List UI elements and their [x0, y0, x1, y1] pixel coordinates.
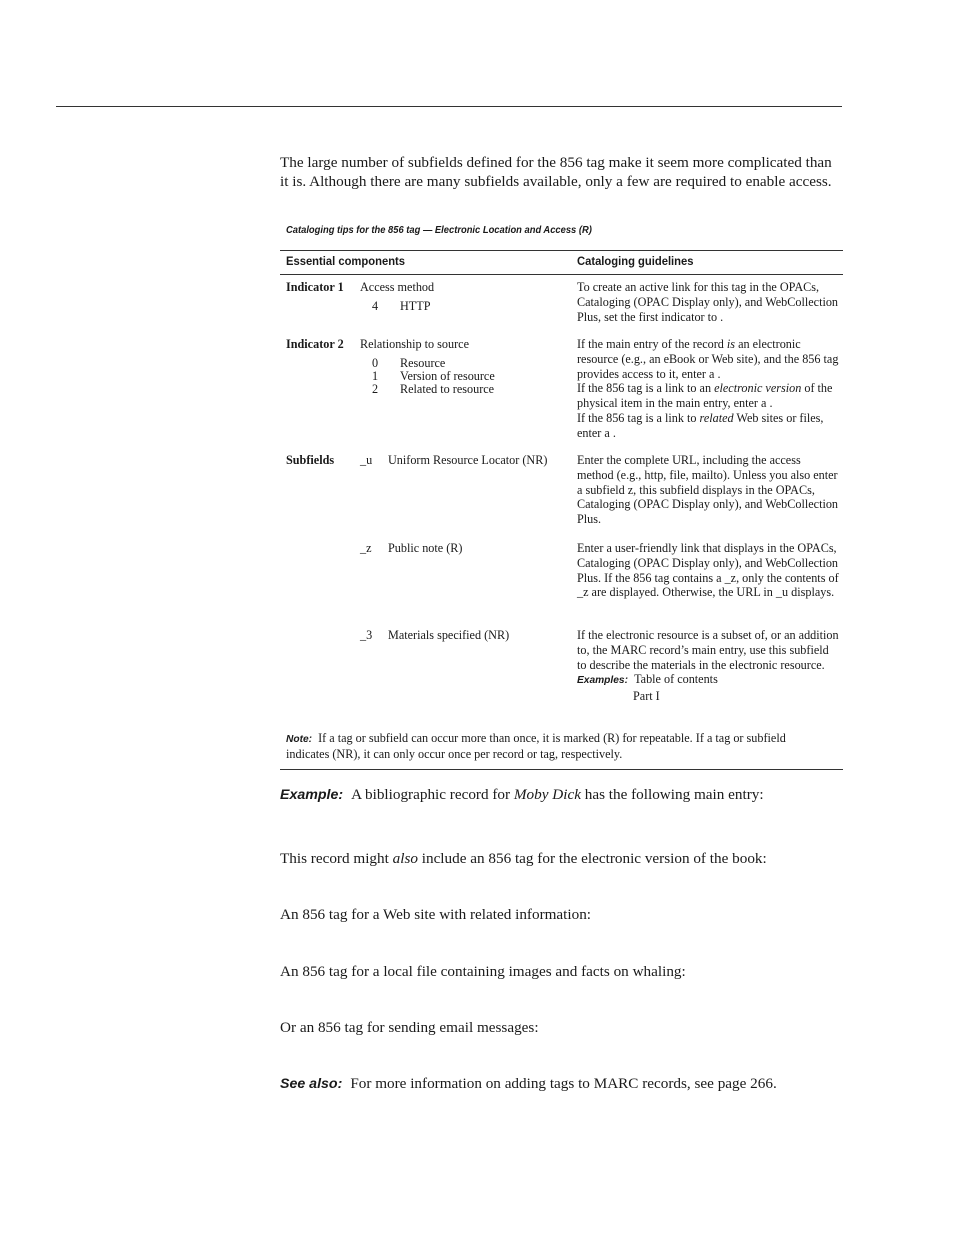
- subfield-3-code: _3: [360, 628, 373, 642]
- indicator2-code-2: 2: [372, 382, 379, 396]
- subfield-3-examples-cont: [577, 689, 839, 704]
- indicator2-guideline-resource: If the main entry of the record is an electronic resource (e.g., an eBook or Web site), and the 856 tag provides access to it, enter a .: [577, 337, 839, 381]
- subfield-u-code: _u: [360, 453, 373, 467]
- see-also-label: See also:: [280, 1076, 343, 1092]
- local-file-paragraph: An 856 tag for a local file containing images and facts on whaling:: [280, 963, 686, 980]
- indicator2-guideline-related: If the 856 tag is a link to related Web sites or files, enter a .: [577, 410, 824, 440]
- note-text: If a tag or subfield can occur more than once, it is marked (R) for repeatable. If a tag or subfield indicates (NR), it can only occur once per record or tag, respectively.: [286, 731, 786, 761]
- subfield-3-guideline-text: If the electronic resource is a subset of, or an addition to, the MARC record’s main entry, use this subfield to describe the materials in the electronic resource.: [577, 628, 839, 672]
- subfield-3-examples: [577, 672, 839, 689]
- subfield-z-name: Public note (R): [388, 541, 463, 555]
- header-rule: [56, 106, 842, 107]
- subfield-z-code: _z: [360, 541, 372, 555]
- indicator1-value: HTTP: [400, 299, 431, 313]
- example-item: Part I: [633, 689, 660, 704]
- cataloging-tips-table: [280, 250, 843, 770]
- website-paragraph: An 856 tag for a Web site with related information:: [280, 906, 592, 923]
- subfield-u-guideline: Enter the complete URL, including the access method (e.g., http, file, mailto). Unless you also enter a subfield z, this subfield displays in the OPACs, Cataloging (OPAC Display only), and WebCollection Plus.: [577, 453, 839, 527]
- indicator2-value-0: Resource: [400, 356, 446, 370]
- subfields-label: Subfields: [286, 453, 335, 467]
- table-note: [286, 731, 826, 762]
- table-header-rule: [280, 274, 843, 275]
- indicator2-code-1: 1: [372, 369, 379, 383]
- indicator2-desc: Relationship to source: [360, 337, 469, 351]
- example-label: Example:: [280, 787, 344, 803]
- indicator2-value-1: Version of resource: [400, 369, 495, 383]
- examples-label: Examples:: [577, 675, 628, 687]
- indicator2-guideline: [577, 337, 839, 441]
- see-also-paragraph: [280, 1074, 777, 1094]
- table-caption: Cataloging tips for the 856 tag — Electronic Location and Access (R): [286, 225, 592, 236]
- see-also-text: For more information on adding tags to MARC records, see page 266.: [350, 1075, 777, 1092]
- subfield-3-guideline: [577, 628, 839, 704]
- indicator2-guideline-version: If the 856 tag is a link to an electronic version of the physical item in the main entry, enter a .: [577, 381, 833, 411]
- subfield-u-name: Uniform Resource Locator (NR): [388, 453, 548, 467]
- intro-paragraph: The large number of subfields defined for the 856 tag make it seem more complicated than it is. Although there are many subfields available, only a few are required to enable access.: [280, 154, 832, 191]
- subfield-3-name: Materials specified (NR): [388, 628, 510, 642]
- indicator2-value-2: Related to resource: [400, 382, 495, 396]
- indicator1-code: 4: [372, 299, 379, 313]
- note-label: Note:: [286, 734, 313, 745]
- email-paragraph: Or an 856 tag for sending email messages:: [280, 1019, 539, 1036]
- header-cataloging-guidelines: Cataloging guidelines: [577, 254, 694, 268]
- indicator1-guideline: To create an active link for this tag in the OPACs, Cataloging (OPAC Display only), and WebCollection Plus, set the first indicator to .: [577, 280, 839, 324]
- example-paragraph: Example: A bibliographic record for Moby Dick has the following main entry:: [280, 786, 764, 803]
- indicator2-code-0: 0: [372, 356, 379, 370]
- header-essential-components: Essential components: [286, 254, 406, 268]
- also-paragraph: This record might also include an 856 tag for the electronic version of the book:: [280, 850, 767, 867]
- example-item: Table of contents: [634, 672, 718, 687]
- indicator2-label: Indicator 2: [286, 337, 344, 351]
- subfield-z-guideline: Enter a user-friendly link that displays in the OPACs, Cataloging (OPAC Display only), and WebCollection Plus. If the 856 tag contains a _z, only the contents of _z are displayed. Otherwise, the URL in _u displays.: [577, 541, 839, 600]
- indicator1-label: Indicator 1: [286, 280, 344, 294]
- indicator1-desc: Access method: [360, 280, 435, 294]
- book-title: Moby Dick: [513, 786, 581, 803]
